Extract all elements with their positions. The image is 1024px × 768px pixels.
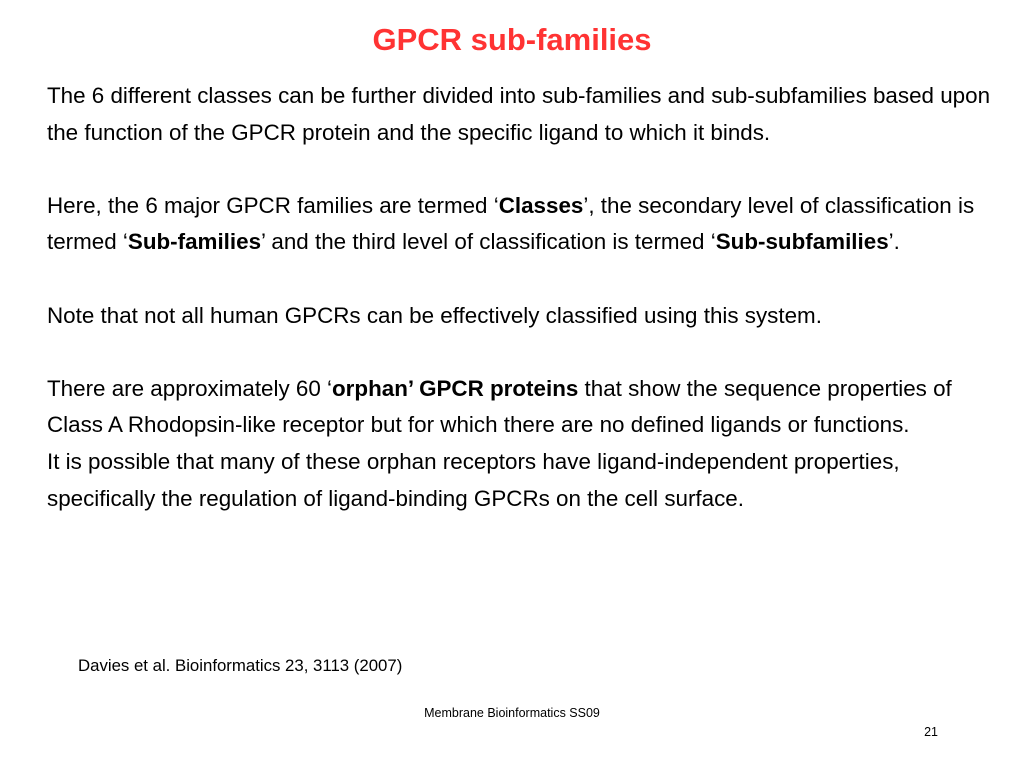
paragraph-orphan-gpcrs [47, 371, 1007, 444]
text-run: ’, the secondary level of classification is termed ‘ [47, 192, 975, 255]
slide-title: GPCR sub-families [372, 22, 652, 57]
footer-text: Membrane Bioinformatics SS09 [424, 706, 600, 720]
term-classes: Classes [498, 192, 584, 218]
text-run: Here, the 6 major GPCR families are termed ‘ [47, 192, 499, 218]
body-text [47, 78, 1007, 517]
citation: Davies et al. Bioinformatics 23, 3113 (2007) [78, 656, 403, 675]
paragraph-orphan-properties: It is possible that many of these orphan receptors have ligand-independent properties, specifically the regulation of ligand-binding GPCRs on the cell surface. [47, 448, 900, 511]
paragraph-classification-levels [47, 188, 1007, 261]
text-run: There are approximately 60 ‘ [47, 375, 332, 401]
paragraph-classes-intro: The 6 different classes can be further divided into sub-families and sub-subfamilies based upon the function of the GPCR protein and the specific ligand to which it binds. [47, 83, 991, 145]
text-run: that show the sequence properties of Class A Rhodopsin-like receptor but for which there are no defined ligands or functions. [47, 375, 952, 438]
text-run: ’ and the third level of classification is termed ‘ [261, 229, 716, 255]
term-orphan-gpcr-proteins: orphan’ GPCR proteins [332, 375, 579, 401]
term-sub-subfamilies: Sub-subfamilies [715, 229, 889, 255]
text-run: ’. [888, 229, 900, 255]
paragraph-note: Note that not all human GPCRs can be effectively classified using this system. [47, 302, 822, 328]
page-number: 21 [924, 725, 938, 739]
term-sub-families: Sub-families [127, 229, 262, 255]
